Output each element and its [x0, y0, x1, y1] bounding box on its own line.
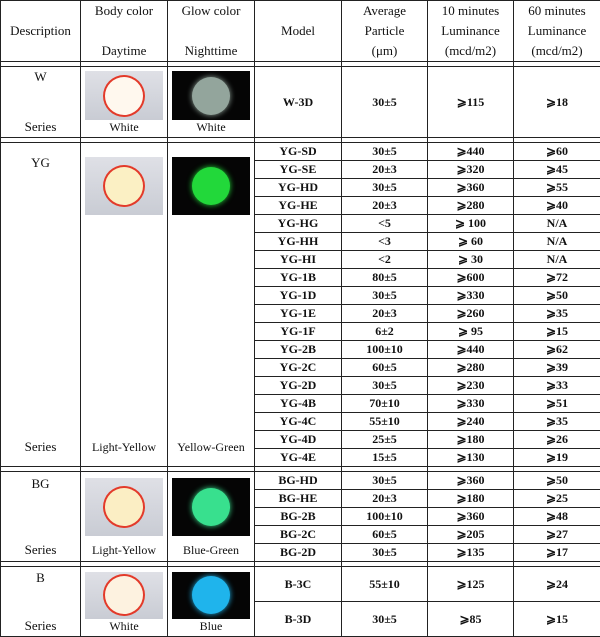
lum10-cell: ⩾330	[428, 287, 514, 305]
particle-cell: <5	[342, 215, 428, 233]
lum60-cell: ⩾50	[514, 472, 600, 490]
series-description	[1, 143, 81, 467]
lum10-line-3: (mcd/m2)	[428, 41, 513, 61]
lum60-cell: ⩾62	[514, 341, 600, 359]
particle-cell: 30±5	[342, 67, 428, 138]
daytime-label: Daytime	[81, 43, 167, 59]
particle-cell: 30±5	[342, 179, 428, 197]
lum60-cell: ⩾25	[514, 490, 600, 508]
lum10-cell: ⩾130	[428, 449, 514, 467]
particle-cell: 30±5	[342, 287, 428, 305]
lum60-cell: N/A	[514, 233, 600, 251]
glow-color-cell	[168, 67, 255, 138]
lum10-cell: ⩾360	[428, 472, 514, 490]
series-label: Series	[25, 439, 57, 455]
glow-color-dot	[192, 77, 230, 115]
lum60-cell: ⩾19	[514, 449, 600, 467]
model-cell: BG-2B	[255, 508, 342, 526]
model-cell: YG-1B	[255, 269, 342, 287]
lum60-cell: ⩾27	[514, 526, 600, 544]
lum60-cell: ⩾35	[514, 413, 600, 431]
lum10-cell: ⩾ 95	[428, 323, 514, 341]
lum60-line-1: 60 minutes	[514, 1, 600, 21]
daytime-photo	[85, 572, 163, 619]
lum10-cell: ⩾ 100	[428, 215, 514, 233]
body-color-name: Light-Yellow	[92, 543, 156, 558]
model-cell: YG-4C	[255, 413, 342, 431]
lum10-cell: ⩾360	[428, 179, 514, 197]
particle-line-1: Average	[342, 1, 427, 21]
model-cell: YG-4D	[255, 431, 342, 449]
header-particle	[342, 1, 428, 62]
lum60-cell: ⩾26	[514, 431, 600, 449]
lum10-cell: ⩾360	[428, 508, 514, 526]
glow-color-dot	[192, 167, 230, 205]
header-description: Description	[1, 1, 81, 62]
particle-line-2: Particle	[342, 21, 427, 41]
particle-cell: 20±3	[342, 161, 428, 179]
lum60-cell: ⩾15	[514, 602, 600, 637]
series-label: Series	[25, 618, 57, 634]
series-description	[1, 67, 81, 138]
lum10-cell: ⩾230	[428, 377, 514, 395]
lum10-cell: ⩾600	[428, 269, 514, 287]
particle-cell: 55±10	[342, 567, 428, 602]
body-color-name: White	[109, 619, 138, 634]
lum60-line-3: (mcd/m2)	[514, 41, 600, 61]
body-color-cell	[81, 567, 168, 637]
lum60-cell: ⩾48	[514, 508, 600, 526]
model-cell: BG-HD	[255, 472, 342, 490]
series-label: Series	[25, 119, 57, 135]
lum60-cell: ⩾18	[514, 67, 600, 138]
particle-cell: 25±5	[342, 431, 428, 449]
particle-cell: 30±5	[342, 143, 428, 161]
model-cell: B-3D	[255, 602, 342, 637]
table-row	[1, 567, 600, 602]
body-color-label: Body color	[81, 3, 167, 19]
daytime-photo	[85, 71, 163, 120]
glow-color-label: Glow color	[168, 3, 254, 19]
model-cell: YG-1E	[255, 305, 342, 323]
body-color-cell	[81, 67, 168, 138]
particle-cell: 30±5	[342, 544, 428, 562]
header-glow-color	[168, 1, 255, 62]
particle-cell: 30±5	[342, 602, 428, 637]
table-row	[1, 143, 600, 161]
nighttime-photo	[172, 478, 250, 536]
glow-color-cell	[168, 143, 255, 467]
model-cell: YG-SE	[255, 161, 342, 179]
model-cell: YG-2C	[255, 359, 342, 377]
particle-cell: 6±2	[342, 323, 428, 341]
glow-color-name: Yellow-Green	[177, 440, 244, 455]
header-lum10	[428, 1, 514, 62]
lum60-cell: ⩾33	[514, 377, 600, 395]
model-cell: B-3C	[255, 567, 342, 602]
table-row	[1, 67, 600, 138]
lum10-cell: ⩾440	[428, 341, 514, 359]
body-color-cell	[81, 472, 168, 562]
series-name: B	[36, 570, 45, 586]
lum60-cell: ⩾35	[514, 305, 600, 323]
daytime-photo	[85, 157, 163, 215]
glow-color-cell	[168, 472, 255, 562]
lum10-cell: ⩾260	[428, 305, 514, 323]
daytime-photo	[85, 478, 163, 536]
model-cell: YG-4B	[255, 395, 342, 413]
particle-cell: <2	[342, 251, 428, 269]
series-name: BG	[31, 476, 49, 492]
nighttime-photo	[172, 157, 250, 215]
model-cell: BG-HE	[255, 490, 342, 508]
lum10-line-1: 10 minutes	[428, 1, 513, 21]
particle-cell: 20±3	[342, 490, 428, 508]
particle-line-3: (μm)	[342, 41, 427, 61]
nighttime-photo	[172, 71, 250, 120]
glow-color-dot	[192, 576, 230, 614]
model-cell: YG-HH	[255, 233, 342, 251]
particle-cell: 60±5	[342, 526, 428, 544]
lum60-cell: ⩾15	[514, 323, 600, 341]
model-cell: YG-1D	[255, 287, 342, 305]
particle-cell: 60±5	[342, 359, 428, 377]
model-cell: YG-2B	[255, 341, 342, 359]
lum60-cell: ⩾55	[514, 179, 600, 197]
model-cell: W-3D	[255, 67, 342, 138]
particle-cell: 15±5	[342, 449, 428, 467]
nighttime-label: Nighttime	[168, 43, 254, 59]
lum60-cell: ⩾39	[514, 359, 600, 377]
model-cell: BG-2C	[255, 526, 342, 544]
series-label: Series	[25, 542, 57, 558]
lum60-cell: ⩾40	[514, 197, 600, 215]
body-color-name: Light-Yellow	[92, 440, 156, 455]
lum10-cell: ⩾280	[428, 359, 514, 377]
glow-color-name: Blue-Green	[183, 543, 239, 558]
lum10-cell: ⩾125	[428, 567, 514, 602]
header-model: Model	[255, 1, 342, 62]
body-color-cell	[81, 143, 168, 467]
header-row	[1, 1, 600, 62]
model-cell: YG-4E	[255, 449, 342, 467]
series-name: W	[34, 69, 46, 85]
lum60-cell: ⩾24	[514, 567, 600, 602]
model-cell: BG-2D	[255, 544, 342, 562]
lum10-cell: ⩾135	[428, 544, 514, 562]
lum10-cell: ⩾ 60	[428, 233, 514, 251]
lum60-cell: ⩾17	[514, 544, 600, 562]
model-cell: YG-2D	[255, 377, 342, 395]
header-body-color	[81, 1, 168, 62]
series-description	[1, 472, 81, 562]
lum60-cell: N/A	[514, 251, 600, 269]
body-color-dot	[105, 576, 143, 614]
lum10-cell: ⩾330	[428, 395, 514, 413]
table-row	[1, 472, 600, 490]
series-name: YG	[31, 155, 50, 171]
lum60-line-2: Luminance	[514, 21, 600, 41]
nighttime-photo	[172, 572, 250, 619]
lum60-cell: ⩾60	[514, 143, 600, 161]
glow-color-name: White	[196, 120, 225, 135]
lum10-cell: ⩾240	[428, 413, 514, 431]
lum10-cell: ⩾85	[428, 602, 514, 637]
particle-cell: 20±3	[342, 197, 428, 215]
model-cell: YG-1F	[255, 323, 342, 341]
lum10-cell: ⩾180	[428, 490, 514, 508]
model-cell: YG-SD	[255, 143, 342, 161]
particle-cell: <3	[342, 233, 428, 251]
series-description	[1, 567, 81, 637]
lum10-line-2: Luminance	[428, 21, 513, 41]
lum10-cell: ⩾ 30	[428, 251, 514, 269]
particle-cell: 30±5	[342, 377, 428, 395]
particle-cell: 20±3	[342, 305, 428, 323]
body-color-dot	[105, 167, 143, 205]
lum10-cell: ⩾280	[428, 197, 514, 215]
body-color-dot	[105, 488, 143, 526]
particle-cell: 100±10	[342, 341, 428, 359]
model-cell: YG-HI	[255, 251, 342, 269]
model-cell: YG-HD	[255, 179, 342, 197]
lum10-cell: ⩾180	[428, 431, 514, 449]
lum60-cell: ⩾72	[514, 269, 600, 287]
particle-cell: 80±5	[342, 269, 428, 287]
glow-color-dot	[192, 488, 230, 526]
model-cell: YG-HG	[255, 215, 342, 233]
particle-cell: 100±10	[342, 508, 428, 526]
particle-cell: 30±5	[342, 472, 428, 490]
glow-color-cell	[168, 567, 255, 637]
body-color-name: White	[109, 120, 138, 135]
lum60-cell: ⩾45	[514, 161, 600, 179]
lum60-cell: N/A	[514, 215, 600, 233]
lum60-cell: ⩾50	[514, 287, 600, 305]
lum60-cell: ⩾51	[514, 395, 600, 413]
body-color-dot	[105, 77, 143, 115]
lum10-cell: ⩾205	[428, 526, 514, 544]
particle-cell: 70±10	[342, 395, 428, 413]
lum10-cell: ⩾115	[428, 67, 514, 138]
header-lum60	[514, 1, 600, 62]
glow-color-name: Blue	[200, 619, 223, 634]
lum10-cell: ⩾440	[428, 143, 514, 161]
lum10-cell: ⩾320	[428, 161, 514, 179]
model-cell: YG-HE	[255, 197, 342, 215]
particle-cell: 55±10	[342, 413, 428, 431]
